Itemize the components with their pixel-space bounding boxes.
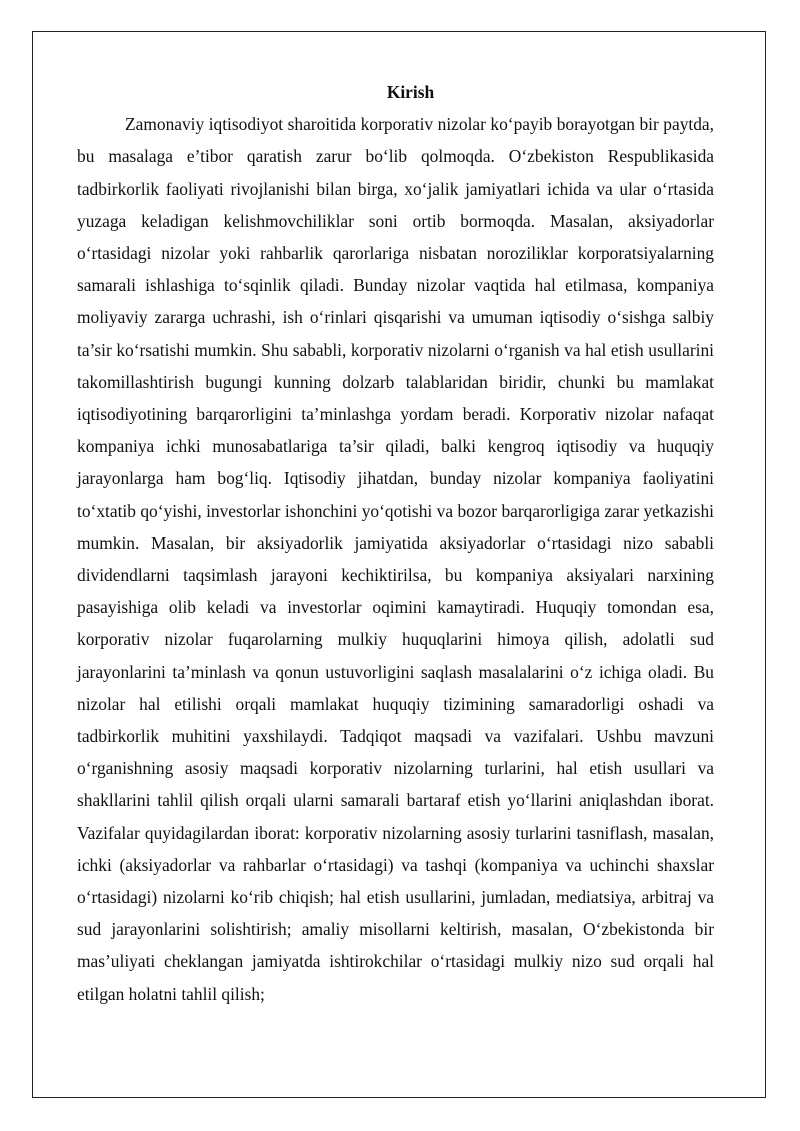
section-title: Kirish: [386, 82, 435, 102]
body-paragraph: Zamonaviy iqtisodiyot sharoitida korporativ nizolar ko‘payib borayotgan bir paytda, bu masalaga e’tibor qaratish zarur bo‘lib qolmoqda. O‘zbekiston Respublikasida tadbirkorlik faoliyati rivojlanishi bilan birga, xo‘jalik jamiyatlari ichida va ular o‘rtasida yuzaga keladigan kelishmovchiliklar soni ortib bormoqda. Masalan, aksiyadorlar o‘rtasidagi nizolar yoki rahbarlik qarorlariga nisbatan noroziliklar korporatsiyalarning samarali ishlashiga to‘sqinlik qiladi. Bunday nizolar vaqtida hal etilmasa, kompaniya moliyaviy zararga uchrashi, ish o‘rinlari qisqarishi va umuman iqtisodiy o‘sishga salbiy ta’sir ko‘rsatishi mumkin. Shu sababli, korporativ nizolarni o‘rganish va hal etish usullarini takomillashtirish bugungi kunning dolzarb talablaridan biridir, chunki bu mamlakat iqtisodiyotining barqarorligini ta’minlashga yordam beradi. Korporativ nizolar nafaqat kompaniya ichki munosabatlariga ta’sir qiladi, balki kengroq iqtisodiy va huquqiy jarayonlarga ham bog‘liq. Iqtisodiy jihatdan, bunday nizolar kompaniya faoliyatini to‘xtatib qo‘yishi, investorlar ishonchini yo‘qotishi va bozor barqarorligiga zarar yetkazishi mumkin. Masalan, bir aksiyadorlik jamiyatida aksiyadorlar o‘rtasidagi nizo sababli dividendlarni taqsimlash jarayoni kechiktirilsa, bu kompaniya aksiyalari narxining pasayishiga olib keladi va investorlar oqimini kamaytiradi. Huquqiy tomondan esa, korporativ nizolar fuqarolarning mulkiy huquqlarini himoya qilish, adolatli sud jarayonlarini ta’minlash va qonun ustuvorligini saqlash masalalarini o‘z ichiga oladi. Bu nizolar hal etilishi orqali mamlakat huquqiy tizimining samaradorligi oshadi va tadbirkorlik muhitini yaxshilaydi. Tadqiqot maqsadi va vazifalari. Ushbu mavzuni o‘rganishning asosiy maqsadi korporativ nizolarning turlarini, hal etish usullari va shakllarini tahlil qilish orqali ularni samarali bartaraf etish yo‘llarini aniqlashdan iborat. Vazifalar quyidagilardan iborat: korporativ nizolarning asosiy turlarini tasniflash, masalan, ichki (aksiyadorlar va rahbarlar o‘rtasidagi) va tashqi (kompaniya va uchinchi shaxslar o‘rtasidagi) nizolarni ko‘rib chiqish; hal etish usullarini, jumladan, mediatsiya, arbitraj va sud jarayonlarini solishtirish; amaliy misollarni keltirish, masalan, O‘zbekistonda bir mas’uliyati cheklangan jamiyatda ishtirokchilar o‘rtasidagi mulkiy nizo sud orqali hal etilgan holatni tahlil qilish;: [77, 114, 714, 1004]
document-body: [77, 76, 714, 1010]
